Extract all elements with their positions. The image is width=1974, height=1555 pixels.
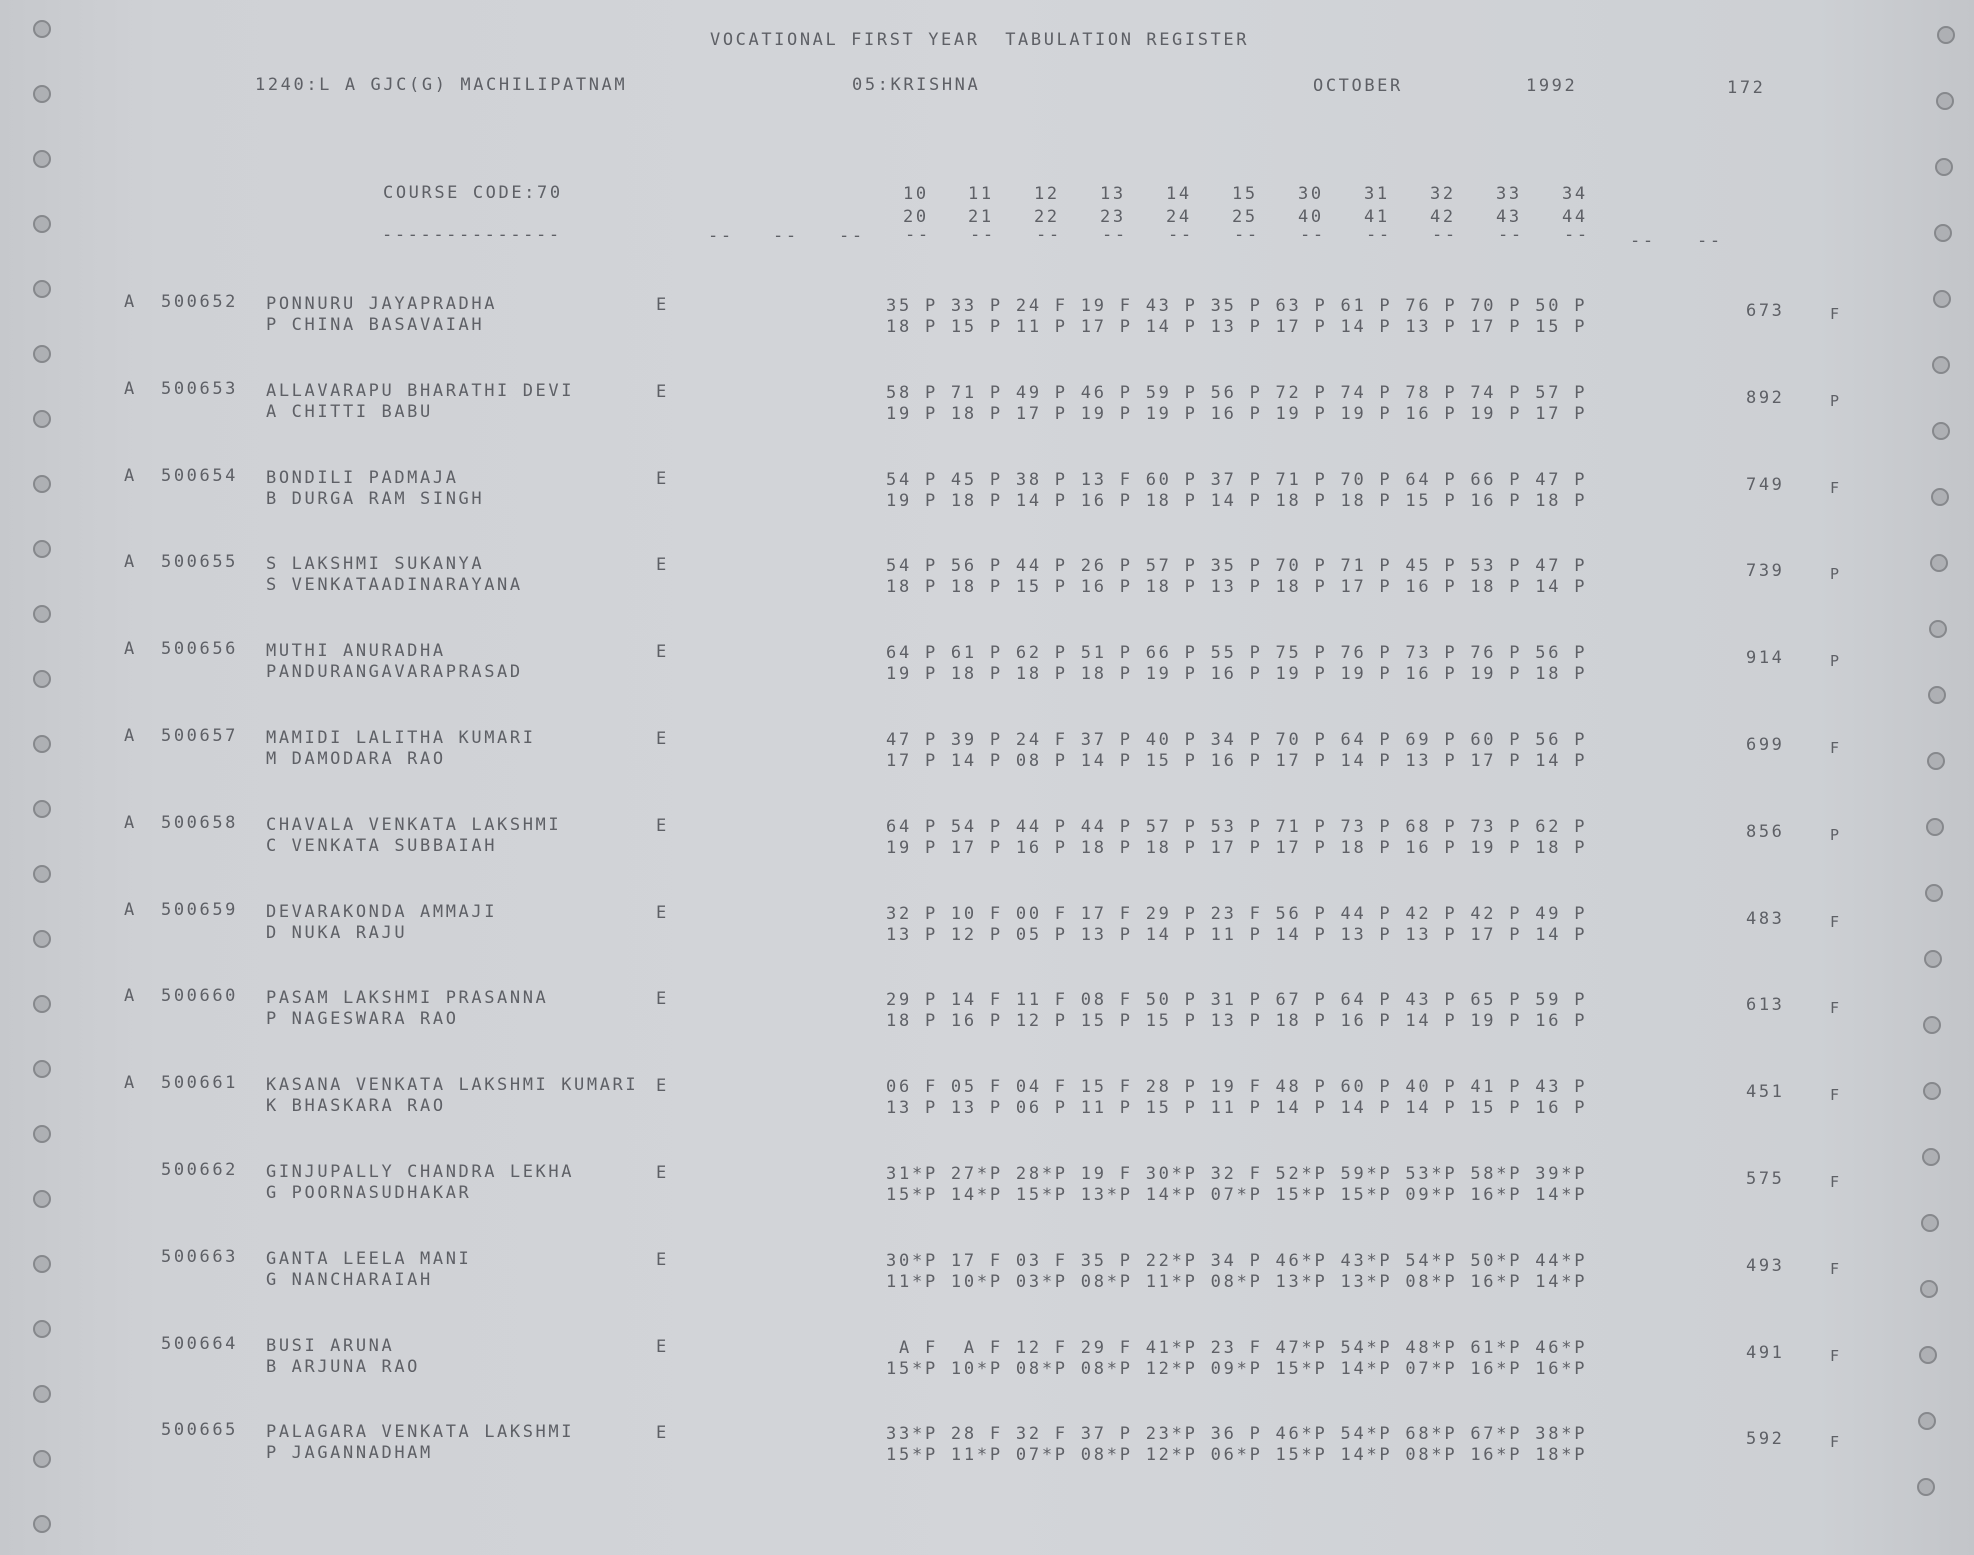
student-name: GINJUPALLY CHANDRA LEKHA bbox=[266, 1162, 575, 1182]
result-status: P bbox=[1830, 391, 1842, 410]
paper-code-bottom: 23 bbox=[1100, 207, 1126, 227]
marks-first-row: 64 P 54 P 44 P 44 P 57 P 53 P 71 P 73 P 68 P 73 P 62 P bbox=[886, 816, 1588, 837]
marks-first-row: 31*P 27*P 28*P 19 F 30*P 32 F 52*P 59*P 53*P 58*P 39*P bbox=[886, 1164, 1588, 1184]
marks-first-row: 35 P 33 P 24 F 19 F 43 P 35 P 63 P 61 P 76 P 70 P 50 P bbox=[886, 296, 1588, 316]
result-status: F bbox=[1830, 1173, 1842, 1191]
punch-hole bbox=[1918, 1412, 1936, 1430]
punch-hole bbox=[33, 800, 51, 818]
hall-ticket-number: 500655 bbox=[161, 552, 239, 573]
punch-hole bbox=[1936, 92, 1954, 110]
marks-first-row: 30*P 17 F 03 F 35 P 22*P 34 P 46*P 43*P 54*P 50*P 44*P bbox=[886, 1250, 1588, 1271]
punch-hole bbox=[33, 1450, 51, 1468]
medium-code: E bbox=[656, 555, 669, 576]
punch-hole bbox=[1927, 752, 1945, 770]
paper-code-dash: -- bbox=[1564, 225, 1590, 245]
marks-second-row: 19 P 18 P 17 P 19 P 19 P 16 P 19 P 19 P 16 P 19 P 17 P bbox=[886, 403, 1588, 424]
guardian-name: G NANCHARAIAH bbox=[266, 1269, 433, 1290]
marks-first-row: 54 P 45 P 38 P 13 F 60 P 37 P 71 P 70 P 64 P 66 P 47 P bbox=[886, 469, 1588, 490]
category-code: A bbox=[124, 378, 137, 399]
punch-hole bbox=[33, 670, 51, 688]
punch-hole bbox=[1932, 356, 1950, 374]
marks-second-row: 18 P 16 P 12 P 15 P 15 P 13 P 18 P 16 P 14 P 19 P 16 P bbox=[886, 1011, 1588, 1032]
result-status: P bbox=[1830, 652, 1842, 671]
paper-code-top: 13 bbox=[1100, 184, 1126, 204]
category-code: A bbox=[124, 465, 137, 486]
total-marks: 856 bbox=[1746, 821, 1785, 842]
category-code: A bbox=[124, 726, 137, 746]
medium-code: E bbox=[656, 1249, 669, 1270]
punch-hole bbox=[1930, 554, 1948, 572]
category-code: A bbox=[124, 899, 137, 920]
total-marks: 491 bbox=[1746, 1342, 1785, 1363]
total-marks: 613 bbox=[1746, 995, 1785, 1016]
hall-ticket-number: 500661 bbox=[161, 1073, 239, 1094]
course-underline: -------------- bbox=[382, 225, 562, 245]
marks-second-row: 18 P 18 P 15 P 16 P 18 P 13 P 18 P 17 P 16 P 18 P 14 P bbox=[886, 577, 1588, 598]
medium-code: E bbox=[656, 989, 669, 1010]
paper-code-bottom: 43 bbox=[1496, 207, 1522, 227]
total-marks: 749 bbox=[1746, 474, 1785, 495]
paper-code-top: 14 bbox=[1166, 184, 1192, 204]
total-marks: 493 bbox=[1746, 1255, 1785, 1276]
total-marks: 739 bbox=[1746, 561, 1785, 582]
marks-first-row: 54 P 56 P 44 P 26 P 57 P 35 P 70 P 71 P 45 P 53 P 47 P bbox=[886, 556, 1588, 577]
punch-hole bbox=[1928, 686, 1946, 704]
paper-code-bottom: 20 bbox=[903, 207, 929, 227]
punch-hole bbox=[33, 410, 51, 428]
marks-second-row: 19 P 18 P 18 P 18 P 19 P 16 P 19 P 19 P 16 P 19 P 18 P bbox=[886, 664, 1588, 685]
result-status: F bbox=[1830, 739, 1842, 757]
total-marks: 914 bbox=[1746, 648, 1785, 669]
paper-code-bottom: 44 bbox=[1562, 207, 1588, 227]
exam-year: 1992 bbox=[1526, 76, 1578, 96]
hall-ticket-number: 500653 bbox=[161, 378, 239, 399]
guardian-name: PANDURANGAVARAPRASAD bbox=[266, 662, 523, 683]
paper-code-dash: -- bbox=[1498, 225, 1524, 245]
guardian-name: P JAGANNADHAM bbox=[266, 1443, 433, 1464]
guardian-name: A CHITTI BABU bbox=[266, 401, 433, 422]
marks-first-row: 29 P 14 F 11 F 08 F 50 P 31 P 67 P 64 P 43 P 65 P 59 P bbox=[886, 990, 1588, 1011]
punch-hole bbox=[33, 1060, 51, 1078]
dash-mark: -- bbox=[708, 226, 734, 246]
result-status: F bbox=[1830, 1086, 1842, 1105]
paper-code-bottom: 21 bbox=[968, 207, 994, 227]
medium-code: E bbox=[656, 295, 669, 315]
total-marks: 451 bbox=[1746, 1082, 1785, 1103]
marks-second-row: 15*P 10*P 08*P 08*P 12*P 09*P 15*P 14*P 07*P 16*P 16*P bbox=[886, 1358, 1588, 1379]
result-status: F bbox=[1830, 912, 1842, 931]
medium-code: E bbox=[656, 1076, 669, 1097]
punch-hole bbox=[1925, 884, 1943, 902]
paper-code-dash: -- bbox=[1300, 225, 1326, 245]
punch-hole bbox=[1937, 26, 1955, 44]
punch-hole bbox=[1932, 422, 1950, 440]
result-status: P bbox=[1830, 825, 1842, 844]
medium-code: E bbox=[656, 1336, 669, 1357]
punch-hole bbox=[33, 20, 51, 38]
medium-code: E bbox=[656, 729, 669, 749]
category-code: A bbox=[124, 986, 137, 1007]
medium-code: E bbox=[656, 902, 669, 923]
punch-hole bbox=[1920, 1280, 1938, 1298]
category-code: A bbox=[124, 1073, 137, 1094]
result-status: F bbox=[1830, 305, 1842, 323]
marks-second-row: 13 P 13 P 06 P 11 P 15 P 11 P 14 P 14 P 14 P 15 P 16 P bbox=[886, 1098, 1588, 1119]
punch-hole bbox=[1933, 290, 1951, 308]
medium-code: E bbox=[656, 468, 669, 489]
punch-hole bbox=[1922, 1148, 1940, 1166]
punch-hole bbox=[1924, 950, 1942, 968]
college-name: 1240:L A GJC(G) MACHILIPATNAM bbox=[255, 75, 628, 95]
dash-mark: -- bbox=[839, 226, 865, 246]
medium-code: E bbox=[656, 381, 669, 402]
student-name: CHAVALA VENKATA LAKSHMI bbox=[266, 814, 562, 835]
student-name: BONDILI PADMAJA bbox=[266, 467, 459, 488]
punch-hole bbox=[33, 150, 51, 168]
marks-first-row: 64 P 61 P 62 P 51 P 66 P 55 P 75 P 76 P 73 P 76 P 56 P bbox=[886, 643, 1588, 664]
paper-code-bottom: 25 bbox=[1232, 207, 1258, 227]
marks-second-row: 18 P 15 P 11 P 17 P 14 P 13 P 17 P 14 P 13 P 17 P 15 P bbox=[886, 317, 1588, 337]
paper-code-dash: -- bbox=[905, 225, 931, 245]
hall-ticket-number: 500662 bbox=[161, 1160, 239, 1180]
marks-first-row: 33*P 28 F 32 F 37 P 23*P 36 P 46*P 54*P 68*P 67*P 38*P bbox=[886, 1424, 1588, 1445]
hall-ticket-number: 500652 bbox=[161, 292, 239, 312]
guardian-name: D NUKA RAJU bbox=[266, 922, 408, 943]
hall-ticket-number: 500659 bbox=[161, 899, 239, 920]
student-name: DEVARAKONDA AMMAJI bbox=[266, 901, 498, 922]
page-number: 172 bbox=[1727, 78, 1766, 98]
punch-hole bbox=[1926, 818, 1944, 836]
category-code: A bbox=[124, 292, 137, 312]
hall-ticket-number: 500660 bbox=[161, 986, 239, 1007]
paper-code-top: 31 bbox=[1364, 184, 1390, 204]
paper-code-dash: -- bbox=[970, 225, 996, 245]
marks-second-row: 19 P 17 P 16 P 18 P 18 P 17 P 17 P 18 P 16 P 19 P 18 P bbox=[886, 837, 1588, 858]
punch-hole bbox=[33, 540, 51, 558]
student-name: S LAKSHMI SUKANYA bbox=[266, 554, 485, 575]
paper-code-top: 32 bbox=[1430, 184, 1456, 204]
punch-hole bbox=[33, 1190, 51, 1208]
punch-hole bbox=[33, 930, 51, 948]
punch-hole bbox=[33, 1385, 51, 1403]
total-marks: 575 bbox=[1746, 1169, 1785, 1189]
punch-hole bbox=[1934, 224, 1952, 242]
student-name: BUSI ARUNA bbox=[266, 1335, 395, 1356]
paper-code-bottom: 40 bbox=[1298, 207, 1324, 227]
student-name: MUTHI ANURADHA bbox=[266, 641, 446, 662]
medium-code: E bbox=[656, 1163, 669, 1183]
paper-code-dash: -- bbox=[1234, 225, 1260, 245]
punch-hole bbox=[33, 345, 51, 363]
punch-hole bbox=[1917, 1478, 1935, 1496]
register-title: VOCATIONAL FIRST YEAR TABULATION REGISTER bbox=[710, 30, 1250, 50]
hall-ticket-number: 500664 bbox=[161, 1333, 239, 1354]
punch-hole bbox=[33, 1515, 51, 1533]
paper-code-dash: -- bbox=[1630, 231, 1656, 251]
student-name: KASANA VENKATA LAKSHMI KUMARI bbox=[266, 1075, 639, 1096]
paper-code-bottom: 24 bbox=[1166, 207, 1192, 227]
marks-first-row: 06 F 05 F 04 F 15 F 28 P 19 F 48 P 60 P 40 P 41 P 43 P bbox=[886, 1077, 1588, 1098]
result-status: F bbox=[1830, 1433, 1842, 1452]
medium-code: E bbox=[656, 642, 669, 663]
guardian-name: K BHASKARA RAO bbox=[266, 1096, 446, 1117]
punch-hole bbox=[33, 215, 51, 233]
paper-code-top: 11 bbox=[968, 184, 994, 204]
punch-hole bbox=[1931, 488, 1949, 506]
punch-hole bbox=[33, 995, 51, 1013]
guardian-name: P CHINA BASAVAIAH bbox=[266, 315, 485, 335]
paper-code-dash: -- bbox=[1432, 225, 1458, 245]
paper-code-dash: -- bbox=[1168, 225, 1194, 245]
result-status: F bbox=[1830, 1259, 1842, 1278]
marks-first-row: 58 P 71 P 49 P 46 P 59 P 56 P 72 P 74 P 78 P 74 P 57 P bbox=[886, 382, 1588, 403]
student-name: ALLAVARAPU BHARATHI DEVI bbox=[266, 380, 575, 401]
guardian-name: B DURGA RAM SINGH bbox=[266, 488, 485, 509]
guardian-name: G POORNASUDHAKAR bbox=[266, 1183, 472, 1203]
marks-second-row: 17 P 14 P 08 P 14 P 15 P 16 P 17 P 14 P 13 P 17 P 14 P bbox=[886, 751, 1588, 771]
punch-hole bbox=[33, 280, 51, 298]
exam-month: OCTOBER bbox=[1313, 76, 1403, 96]
hall-ticket-number: 500656 bbox=[161, 639, 239, 660]
hall-ticket-number: 500665 bbox=[161, 1420, 239, 1441]
punch-hole bbox=[1935, 158, 1953, 176]
punch-hole bbox=[1923, 1082, 1941, 1100]
paper-code-top: 34 bbox=[1562, 184, 1588, 204]
category-code: A bbox=[124, 552, 137, 573]
marks-second-row: 15*P 14*P 15*P 13*P 14*P 07*P 15*P 15*P 09*P 16*P 14*P bbox=[886, 1185, 1588, 1205]
punch-hole bbox=[1921, 1214, 1939, 1232]
paper-code-dash: -- bbox=[1366, 225, 1392, 245]
marks-second-row: 19 P 18 P 14 P 16 P 18 P 14 P 18 P 18 P 15 P 16 P 18 P bbox=[886, 490, 1588, 511]
guardian-name: P NAGESWARA RAO bbox=[266, 1009, 459, 1030]
guardian-name: M DAMODARA RAO bbox=[266, 749, 446, 769]
guardian-name: S VENKATAADINARAYANA bbox=[266, 575, 523, 596]
punch-hole bbox=[1929, 620, 1947, 638]
paper-code-top: 15 bbox=[1232, 184, 1258, 204]
punch-hole bbox=[33, 1125, 51, 1143]
hall-ticket-number: 500663 bbox=[161, 1246, 239, 1267]
hall-ticket-number: 500657 bbox=[161, 726, 239, 746]
paper-code-top: 12 bbox=[1034, 184, 1060, 204]
total-marks: 483 bbox=[1746, 908, 1785, 929]
student-name: PASAM LAKSHMI PRASANNA bbox=[266, 988, 549, 1009]
paper-code-top: 33 bbox=[1496, 184, 1522, 204]
student-name: GANTA LEELA MANI bbox=[266, 1248, 472, 1269]
punch-hole bbox=[33, 735, 51, 753]
total-marks: 699 bbox=[1746, 735, 1785, 755]
paper-code-bottom: 22 bbox=[1034, 207, 1060, 227]
guardian-name: C VENKATA SUBBAIAH bbox=[266, 835, 498, 856]
marks-first-row: A F A F 12 F 29 F 41*P 23 F 47*P 54*P 48*P 61*P 46*P bbox=[886, 1337, 1588, 1358]
student-name: MAMIDI LALITHA KUMARI bbox=[266, 728, 536, 748]
result-status: F bbox=[1830, 999, 1842, 1018]
punch-hole bbox=[33, 1255, 51, 1273]
total-marks: 592 bbox=[1746, 1429, 1785, 1450]
paper-code-bottom: 42 bbox=[1430, 207, 1456, 227]
marks-second-row: 15*P 11*P 07*P 08*P 12*P 06*P 15*P 14*P 08*P 16*P 18*P bbox=[886, 1445, 1588, 1466]
total-marks: 673 bbox=[1746, 301, 1785, 321]
paper-code-dash: -- bbox=[1036, 225, 1062, 245]
paper-code-bottom: 41 bbox=[1364, 207, 1390, 227]
result-status: F bbox=[1830, 1346, 1842, 1365]
category-code: A bbox=[124, 639, 137, 660]
category-code: A bbox=[124, 812, 137, 833]
student-name: PONNURU JAYAPRADHA bbox=[266, 294, 498, 314]
course-code: COURSE CODE:70 bbox=[383, 183, 563, 203]
hall-ticket-number: 500654 bbox=[161, 465, 239, 486]
paper-code-top: 10 bbox=[903, 184, 929, 204]
punch-hole bbox=[1919, 1346, 1937, 1364]
punch-hole bbox=[33, 85, 51, 103]
punch-hole bbox=[33, 1320, 51, 1338]
paper-code-top: 30 bbox=[1298, 184, 1324, 204]
punch-hole bbox=[1923, 1016, 1941, 1034]
total-marks: 892 bbox=[1746, 387, 1785, 408]
result-status: P bbox=[1830, 565, 1842, 584]
medium-code: E bbox=[656, 815, 669, 836]
dash-mark: -- bbox=[773, 226, 799, 246]
punch-hole bbox=[33, 475, 51, 493]
student-name: PALAGARA VENKATA LAKSHMI bbox=[266, 1422, 575, 1443]
district-name: 05:KRISHNA bbox=[852, 75, 981, 95]
guardian-name: B ARJUNA RAO bbox=[266, 1356, 421, 1377]
marks-second-row: 13 P 12 P 05 P 13 P 14 P 11 P 14 P 13 P 13 P 17 P 14 P bbox=[886, 924, 1588, 945]
paper-code-dash: -- bbox=[1697, 231, 1723, 251]
paper-code-dash: -- bbox=[1102, 225, 1128, 245]
hall-ticket-number: 500658 bbox=[161, 812, 239, 833]
result-status: F bbox=[1830, 478, 1842, 497]
marks-first-row: 47 P 39 P 24 F 37 P 40 P 34 P 70 P 64 P 69 P 60 P 56 P bbox=[886, 730, 1588, 750]
punch-hole bbox=[33, 865, 51, 883]
medium-code: E bbox=[656, 1423, 669, 1444]
punch-hole bbox=[33, 605, 51, 623]
marks-second-row: 11*P 10*P 03*P 08*P 11*P 08*P 13*P 13*P 08*P 16*P 14*P bbox=[886, 1271, 1588, 1292]
marks-first-row: 32 P 10 F 00 F 17 F 29 P 23 F 56 P 44 P 42 P 42 P 49 P bbox=[886, 903, 1588, 924]
